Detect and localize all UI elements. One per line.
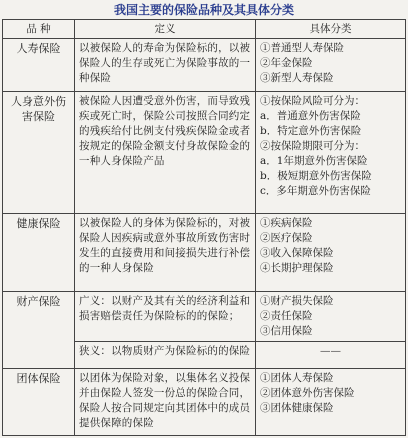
subcategory-cell (256, 92, 406, 214)
header-row (3, 20, 406, 39)
subcategory-item: ①团体人寿保险 (260, 372, 334, 384)
table-row (3, 214, 406, 292)
subcategory-item: ④长期护理保险 (260, 262, 334, 274)
subcategory-item: ①疾病保险 (260, 217, 313, 229)
subcategory-item: ②责任保险 (260, 310, 313, 322)
subcategory-item: c．多年期意外伤害保险 (260, 185, 371, 197)
definition-cell: 以被保险人的身体为保险标的，对被保险人因疾病或意外事故所致伤害时发生的直接费用和间接损失进行补偿的一种人身保险 (75, 214, 256, 292)
subcategory-item: ③信用保险 (260, 325, 313, 337)
table-row (3, 292, 406, 342)
header-definition: 定义 (75, 20, 256, 39)
definition-cell: 狭义：以物质财产为保险标的的保险 (75, 342, 256, 369)
empty-dash: —— (320, 345, 341, 357)
table-row (3, 92, 406, 214)
table-title: 我国主要的保险品种及其具体分类 (113, 3, 294, 17)
subcategory-cell (256, 39, 406, 92)
subcategory-item: ②年金保险 (260, 57, 313, 69)
kind-cell: 健康保险 (3, 214, 75, 292)
subcategory-item: ②按保险期限可分为： (260, 140, 365, 152)
subcategory-cell (256, 292, 406, 342)
subcategory-item: b．特定意外伤害保险 (260, 125, 362, 137)
subcategory-item: a．1年期意外伤害保险 (260, 155, 368, 167)
kind-cell: 人寿保险 (3, 39, 75, 92)
header-kind: 品 种 (3, 20, 75, 39)
subcategory-item: ③团体健康保险 (260, 402, 334, 414)
header-subcategory: 具体分类 (256, 20, 406, 39)
subcategory-item: ③收入保障保险 (260, 247, 334, 259)
table-row (3, 39, 406, 92)
table-row (3, 369, 406, 436)
subcategory-item: ②团体意外伤害保险 (260, 387, 355, 399)
definition-cell: 以团体为保险对象，以集体名义投保并由保险人签发一份总的保险合同，保险人按合同规定向其团体中的成员提供保障的保险 (75, 369, 256, 436)
subcategory-cell (256, 342, 406, 369)
subcategory-cell (256, 214, 406, 292)
kind-cell: 财产保险 (3, 292, 75, 369)
subcategory-item: ②医疗保险 (260, 232, 313, 244)
subcategory-item: ①财产损失保险 (260, 295, 334, 307)
subcategory-item: ①按保险风险可分为： (260, 95, 365, 107)
insurance-table (2, 19, 406, 436)
subcategory-item: b．极短期意外伤害保险 (260, 170, 372, 182)
kind-cell: 团体保险 (3, 369, 75, 436)
subcategory-cell (256, 369, 406, 436)
subcategory-item: ①普通型人寿保险 (260, 42, 344, 54)
definition-cell: 被保险人因遭受意外伤害，而导致残疾或死亡时，保险公司按照合同约定的残疾给付比例支付残疾保险金或者按规定的保险金额支付身故保险金的一种人身保险产品 (75, 92, 256, 214)
definition-cell: 广义：以财产及其有关的经济利益和损害赔偿责任为保险标的的保险； (75, 292, 256, 342)
subcategory-item: ③新型人寿保险 (260, 72, 334, 84)
definition-cell: 以被保险人的寿命为保险标的，以被保险人的生存或死亡为保险事故的一种保险 (75, 39, 256, 92)
kind-cell: 人身意外伤害保险 (3, 92, 75, 214)
subcategory-item: a．普通意外伤害保险 (260, 110, 361, 122)
